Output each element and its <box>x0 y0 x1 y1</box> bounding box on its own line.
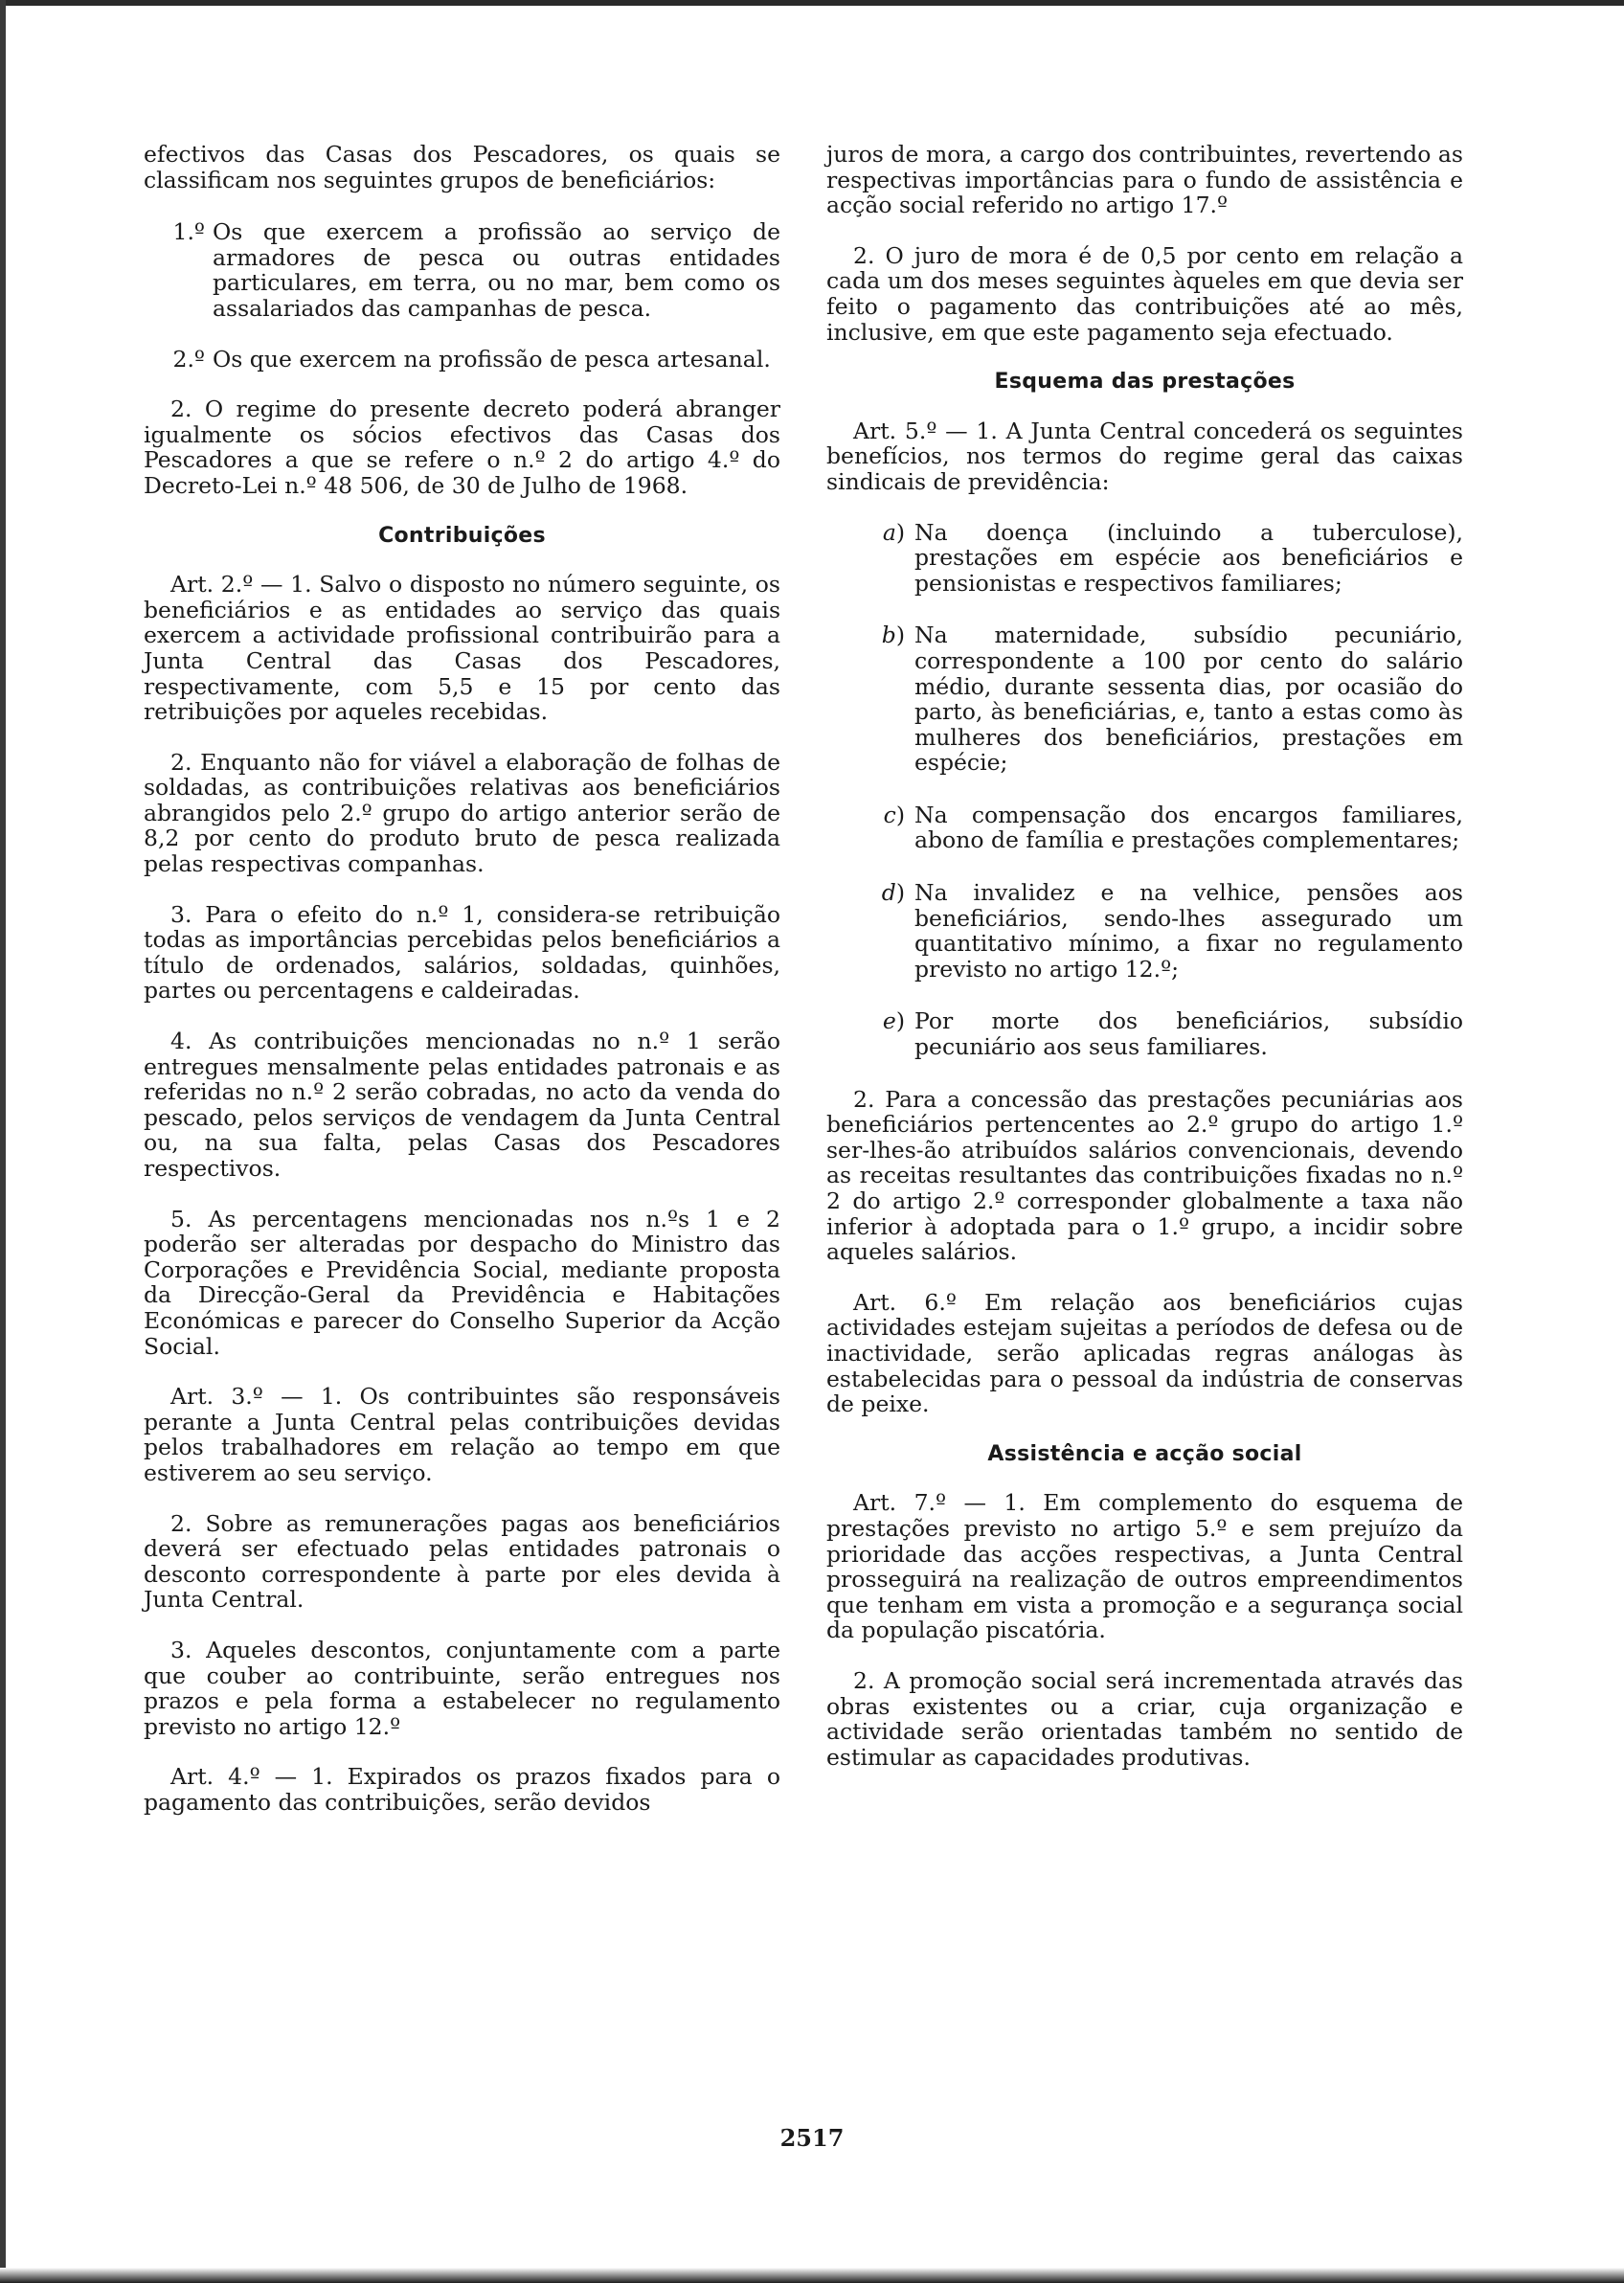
paragraph: 3. Para o efeito do n.º 1, considera-se retribuição todas as importâncias percebidas pelos beneficiários a título de ordenados, salários, soldadas, quinhões, partes ou percentagens e caldeiradas. <box>144 900 780 1005</box>
scan-edge-top <box>0 0 1624 6</box>
paragraph: 2. Para a concessão das prestações pecuniárias aos beneficiários pertencentes ao 2.º grupo do artigo 1.º ser-lhes-ão atribuídos salários convencionais, devendo as receitas resultantes das contribuições fixadas no n.º 2 do artigo 2.º corresponder globalmente a taxa não inferior à adoptada para o 1.º grupo, a incidir sobre aqueles salários. <box>826 1085 1463 1266</box>
benefit-item-e <box>826 1008 1463 1059</box>
benefit-item-a <box>826 520 1463 597</box>
scan-edge-left <box>0 0 6 2283</box>
group-text: Os que exercem a profissão ao serviço de armadores de pesca ou outras entidades particulares, em terra, ou no mar, bem como os assalariados das campanhas de pesca. <box>213 218 780 322</box>
paragraph: 2. A promoção social será incrementada através das obras existentes ou a criar, cuja organização e actividade serão orientadas também no sentido de estimular as capacidades produtivas. <box>826 1666 1463 1771</box>
benefit-item-b <box>826 622 1463 776</box>
page-number: 2517 <box>779 2124 845 2152</box>
paragraph: Art. 6.º Em relação aos beneficiários cujas actividades estejam sujeitas a períodos de defesa ou de inactividade, serão aplicadas regras análogas às estabelecidas para o pessoal da indústria de conservas de peixe. <box>826 1288 1463 1418</box>
section-heading: Esquema das prestações <box>994 370 1296 395</box>
section-heading: Assistência e acção social <box>987 1441 1302 1466</box>
paragraph: 2. O juro de mora é de 0,5 por cento em relação a cada um dos meses seguintes àqueles em que devia ser feito o pagamento das contribuições até ao mês, inclusive, em que este pagamento seja efectuado. <box>826 241 1463 346</box>
continued-paragraph: juros de mora, a cargo dos contribuintes, revertendo as respectivas importâncias para o fundo de assistência e acção social referido no artigo 17.º <box>826 141 1463 219</box>
paragraph: 2. O regime do presente decreto poderá abranger igualmente os sócios efectivos das Casas dos Pescadores a que se refere o n.º 2 do artigo 4.º do Decreto-Lei n.º 48 506, de 30 de Julho de 1968. <box>144 396 780 499</box>
benefit-marker <box>826 880 914 982</box>
paragraph: 2. Sobre as remunerações pagas aos beneficiários deverá ser efectuado pelas entidades patronais o desconto correspondente à parte por eles devida à Junta Central. <box>144 1509 780 1614</box>
benefit-paren: ) <box>895 518 905 546</box>
section-heading: Contribuições <box>378 523 546 548</box>
benefit-paren: ) <box>895 622 905 649</box>
benefit-paren: ) <box>895 1007 905 1035</box>
benefit-letter: a <box>882 518 896 546</box>
paragraph: Art. 7.º — 1. Em complemento do esquema de prestações previsto no artigo 5.º e sem prejuízo da prioridade das acções respectivas, a Junta Central prosseguirá na realização de outros empreendimentos que tenham em vista a promoção e a segurança social da população piscatória. <box>826 1489 1463 1644</box>
benefit-text: Na doença (incluindo a tuberculose), prestações em espécie aos beneficiários e pensionistas e respectivos familiares; <box>914 518 1463 597</box>
benefit-text: Na compensação dos encargos familiares, abono de família e prestações complementares; <box>914 801 1463 854</box>
group-marker: 2.º <box>172 345 205 373</box>
paragraph: Art. 4.º — 1. Expirados os prazos fixados para o pagamento das contribuições, serão devidos <box>144 1763 780 1816</box>
scan-edge-bottom <box>0 2268 1624 2283</box>
benefit-paren: ) <box>895 879 905 907</box>
continued-paragraph: efectivos das Casas dos Pescadores, os quais se classificam nos seguintes grupos de beneficiários: <box>144 141 780 193</box>
right-column <box>826 142 1463 1795</box>
group-text: Os que exercem na profissão de pesca artesanal. <box>213 345 771 373</box>
benefit-text: Na maternidade, subsídio pecuniário, correspondente a 100 por cento do salário médio, durante sessenta dias, por ocasião do parto, às beneficiárias, e, tanto a estas como às mulheres dos beneficiários, prestações em espécie; <box>914 622 1463 777</box>
benefit-letter: c <box>883 801 896 828</box>
group-item-1 <box>144 219 780 321</box>
paragraph: 2. Enquanto não for viável a elaboração de folhas de soldadas, as contribuições relativas aos beneficiários abrangidos pelo 2.º grupo do artigo anterior serão de 8,2 por cento do produto bruto de pesca realizada pelas respectivas companhas. <box>144 748 780 878</box>
benefit-text: Na invalidez e na velhice, pensões aos beneficiários, sendo-lhes assegurado um quantitativo mínimo, a fixar no regulamento previsto no artigo 12.º; <box>914 879 1463 983</box>
left-column <box>144 142 780 1840</box>
benefit-marker <box>826 1008 914 1059</box>
paragraph: Art. 3.º — 1. Os contribuintes são responsáveis perante a Junta Central pelas contribuições devidas pelos trabalhadores em relação ao tempo em que estiverem ao seu serviço. <box>144 1383 780 1486</box>
paragraph: 4. As contribuições mencionadas no n.º 1 serão entregues mensalmente pelas entidades patronais e as referidas no n.º 2 serão cobradas, no acto da venda do pescado, pelos serviços de vendagem da Junta Central ou, na sua falta, pelas Casas dos Pescadores respectivos. <box>144 1028 780 1182</box>
benefit-marker <box>826 622 914 776</box>
paragraph: Art. 2.º — 1. Salvo o disposto no número seguinte, os beneficiários e as entidades ao serviço das quais exercem a actividade profissional contribuirão para a Junta Central das Casas dos Pescadores, respectivamente, com 5,5 e 15 por cento das retribuições por aqueles recebidas. <box>144 571 780 726</box>
benefit-letter: b <box>881 622 896 649</box>
benefit-item-c <box>826 802 1463 853</box>
benefit-marker <box>826 802 914 853</box>
benefit-item-d <box>826 880 1463 982</box>
paragraph: 5. As percentagens mencionadas nos n.ºs 1 e 2 poderão ser alteradas por despacho do Ministro das Corporações e Previdência Social, mediante proposta da Direcção-Geral da Previdência e Habitações Económicas e parecer do Conselho Superior da Acção Social. <box>144 1205 780 1360</box>
group-item-2 <box>144 347 780 373</box>
paragraph: Art. 5.º — 1. A Junta Central concederá os seguintes benefícios, nos termos do regime geral das caixas sindicais de previdência: <box>826 417 1463 495</box>
group-marker: 1.º <box>172 218 205 246</box>
benefit-marker <box>826 520 914 597</box>
benefit-paren: ) <box>895 801 905 828</box>
benefit-text: Por morte dos beneficiários, subsídio pecuniário aos seus familiares. <box>914 1007 1463 1061</box>
benefit-letter: e <box>882 1007 896 1035</box>
paragraph: 3. Aqueles descontos, conjuntamente com a parte que couber ao contribuinte, serão entregues nos prazos e pela forma a estabelecer no regulamento previsto no artigo 12.º <box>144 1636 780 1740</box>
benefit-letter: d <box>881 879 896 907</box>
